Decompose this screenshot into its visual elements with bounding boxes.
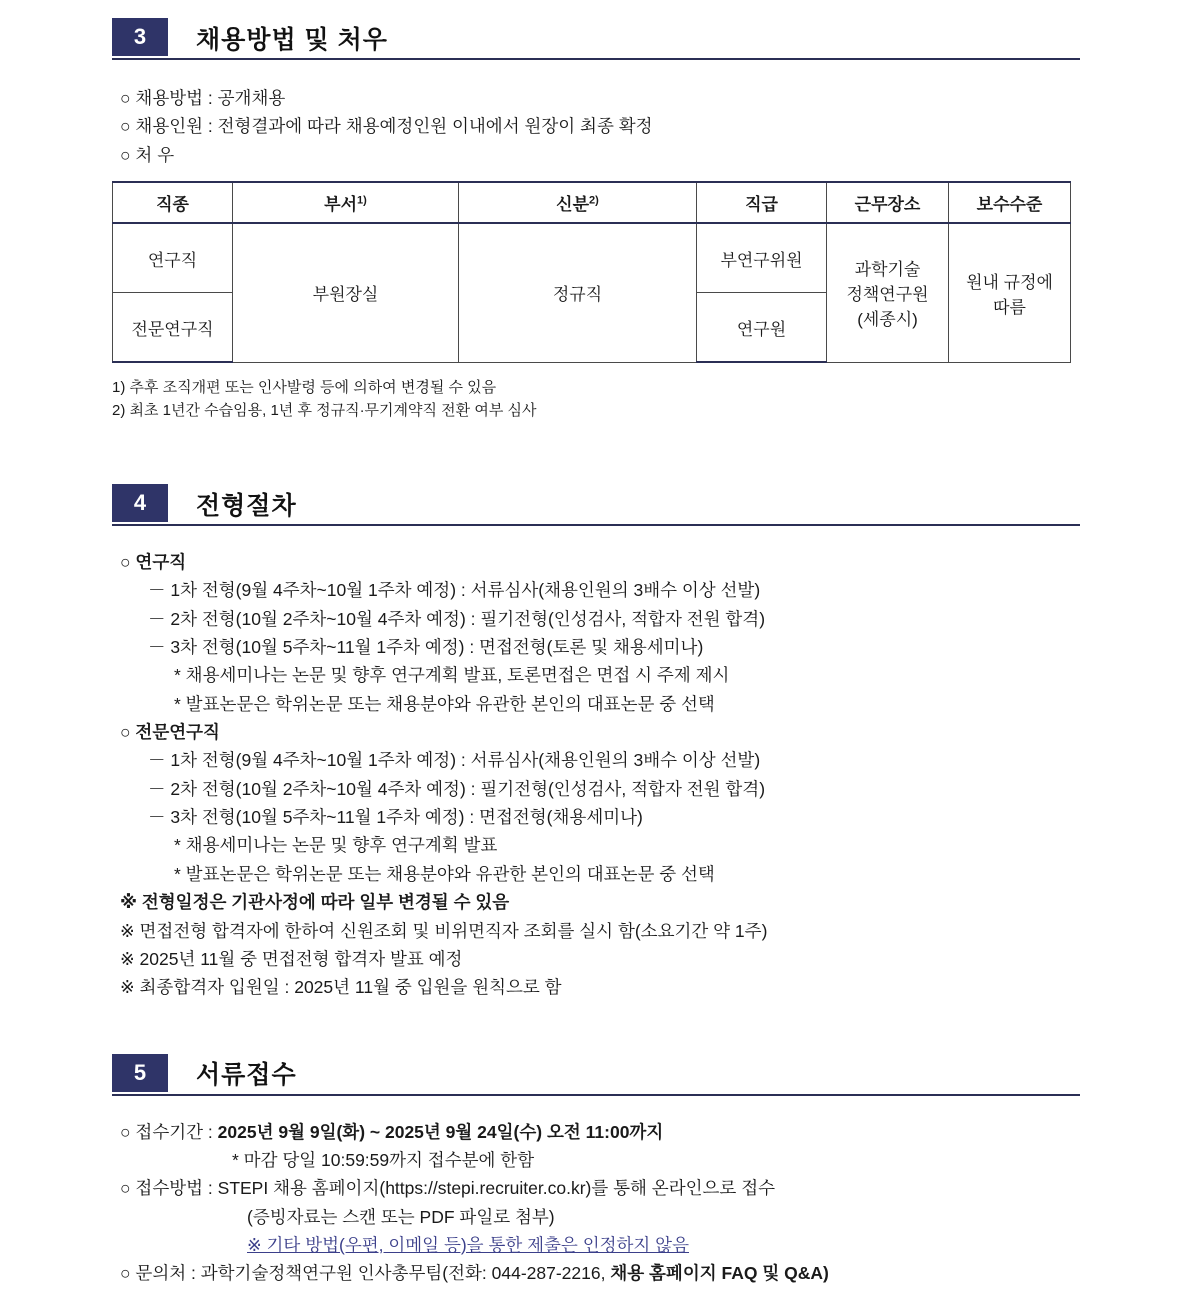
section-number-4: 4 [112,484,168,522]
recruit-method-line: ○ 채용방법 : 공개채용 [120,88,286,108]
section-heading-3 [112,18,1080,60]
section-title-3: 채용방법 및 처우 [196,25,388,54]
apply-warning-text[interactable]: ※ 기타 방법(우편, 이메일 등)을 통한 제출은 인정하지 않음 [247,1234,689,1255]
section-heading-5 [112,1054,1080,1096]
recruit-count-line: ○ 채용인원 : 전형결과에 따라 채용예정인원 이내에서 원장이 최종 확정 [120,116,653,137]
cell-status: 정규직 [459,223,697,362]
th-rank-label: 직급 [745,195,778,215]
th-dept-label: 부서 [324,195,358,215]
th-rank [697,182,827,223]
contact-value-bold: 채용 홈페이지 FAQ 및 Q&A) [610,1263,829,1284]
stage-note: * 채용세미나는 논문 및 향후 연구계획 발표 [174,835,498,856]
stage-item: － 2차 전형(10월 2주차~10월 4주차 예정) : 필기전형(인성검사, 적합자 전원 합격) [148,608,766,629]
section-title-5: 서류접수 [196,1061,297,1090]
apply-period-value: 2025년 9월 9일(화) ~ 2025년 9월 24일(수) 오전 11:00까지 [217,1121,664,1142]
th-status-label: 신분 [556,195,590,215]
section-number-5: 5 [112,1054,168,1092]
stage-item: － 2차 전형(10월 2주차~10월 4주차 예정) : 필기전형(인성검사, 적합자 전원 합격) [148,778,766,799]
th-status [459,182,697,223]
stage-note: * 발표논문은 학위논문 또는 채용분야와 유관한 본인의 대표논문 중 선택 [174,693,715,714]
remark-line: ※ 최종합격자 입원일 : 2025년 11월 중 입원을 원칙으로 함 [120,977,562,998]
remark-line: ※ 면접전형 합격자에 한하여 신원조회 및 비위면직자 조회를 실시 함(소요기간 약 1주) [120,920,768,941]
th-place-label: 근무장소 [854,195,921,215]
apply-method-note: (증빙자료는 스캔 또는 PDF 파일로 첨부) [247,1206,555,1227]
cell-place-line-3: (세종시) [857,310,918,330]
cell-place-line-1: 과학기술 [854,260,921,280]
apply-period-label: ○ 접수기간 : [120,1121,218,1142]
section-heading-4 [112,484,1080,526]
th-jobtype [113,182,233,223]
stage-note: * 발표논문은 학위논문 또는 채용분야와 유관한 본인의 대표논문 중 선택 [174,863,715,884]
contact-value: 과학기술정책연구원 인사총무팀(전화: 044-287-2216, [200,1263,611,1284]
section-title-4: 전형절차 [196,491,297,520]
apply-method-warning-link[interactable] [112,1231,1080,1259]
table-header-row [113,182,1071,223]
stage-item: － 3차 전형(10월 5주차~11월 1주차 예정) : 면접전형(토론 및 채용세미나) [148,637,704,658]
footnote-1: 1) 추후 조직개편 또는 인사발령 등에 의하여 변경될 수 있음 [112,379,497,397]
remark-line: ※ 2025년 11월 중 면접전형 합격자 발표 예정 [120,948,463,969]
group-heading-research: ○ 연구직 [120,552,187,573]
th-place [827,182,949,223]
contact-label: ○ 문의처 : [120,1263,201,1284]
cell-jobtype-2: 전문연구직 [113,293,233,363]
cell-pay [949,223,1071,362]
footnote-2: 2) 최초 1년간 수습임용, 1년 후 정규직·무기계약직 전환 여부 심사 [112,401,537,419]
th-dept-sup: 1) [357,194,367,207]
th-status-sup: 2) [589,194,599,207]
cell-rank-1: 부연구위원 [697,223,827,293]
remark-line: ※ 전형일정은 기관사정에 따라 일부 변경될 수 있음 [120,892,510,913]
apply-method-value: STEPI 채용 홈페이지(https://stepi.recruiter.co.kr)를 통해 온라인으로 접수 [217,1178,776,1199]
section3-footnotes [112,377,1190,422]
cell-place-line-2: 정책연구원 [846,285,929,305]
apply-method-label: ○ 접수방법 : [120,1178,218,1199]
cell-place [827,223,949,362]
recruit-table [112,181,1071,363]
cell-jobtype-1: 연구직 [113,223,233,293]
table-row [113,223,1071,293]
contact-line [112,1259,1080,1287]
apply-period-note: * 마감 당일 10:59:59까지 접수분에 한함 [232,1149,535,1170]
th-pay [949,182,1071,223]
cell-rank-2: 연구원 [697,293,827,363]
cell-pay-line-2: 따름 [993,297,1026,317]
cell-pay-line-1: 원내 규정에 [966,272,1053,292]
apply-period-line [112,1118,1080,1146]
th-pay-label: 보수수준 [976,195,1043,215]
stage-item: － 1차 전형(9월 4주차~10월 1주차 예정) : 서류심사(채용인원의 3배수 이상 선발) [148,580,761,601]
th-dept [233,182,459,223]
treatment-line: ○ 처 우 [120,144,175,165]
section4-body [112,548,1080,1002]
stage-item: － 1차 전형(9월 4주차~10월 1주차 예정) : 서류심사(채용인원의 3배수 이상 선발) [148,750,761,771]
stage-note: * 채용세미나는 논문 및 향후 연구계획 발표, 토론면접은 면접 시 주제 제시 [174,665,730,686]
section-number-3: 3 [112,18,168,56]
cell-dept: 부원장실 [233,223,459,362]
stage-item: － 3차 전형(10월 5주차~11월 1주차 예정) : 면접전형(채용세미나) [148,807,643,828]
section5-body [112,1118,1080,1288]
group-heading-specialist: ○ 전문연구직 [120,722,220,743]
apply-method-line [112,1174,1080,1202]
th-jobtype-label: 직종 [156,195,189,215]
section3-body [112,84,1080,169]
